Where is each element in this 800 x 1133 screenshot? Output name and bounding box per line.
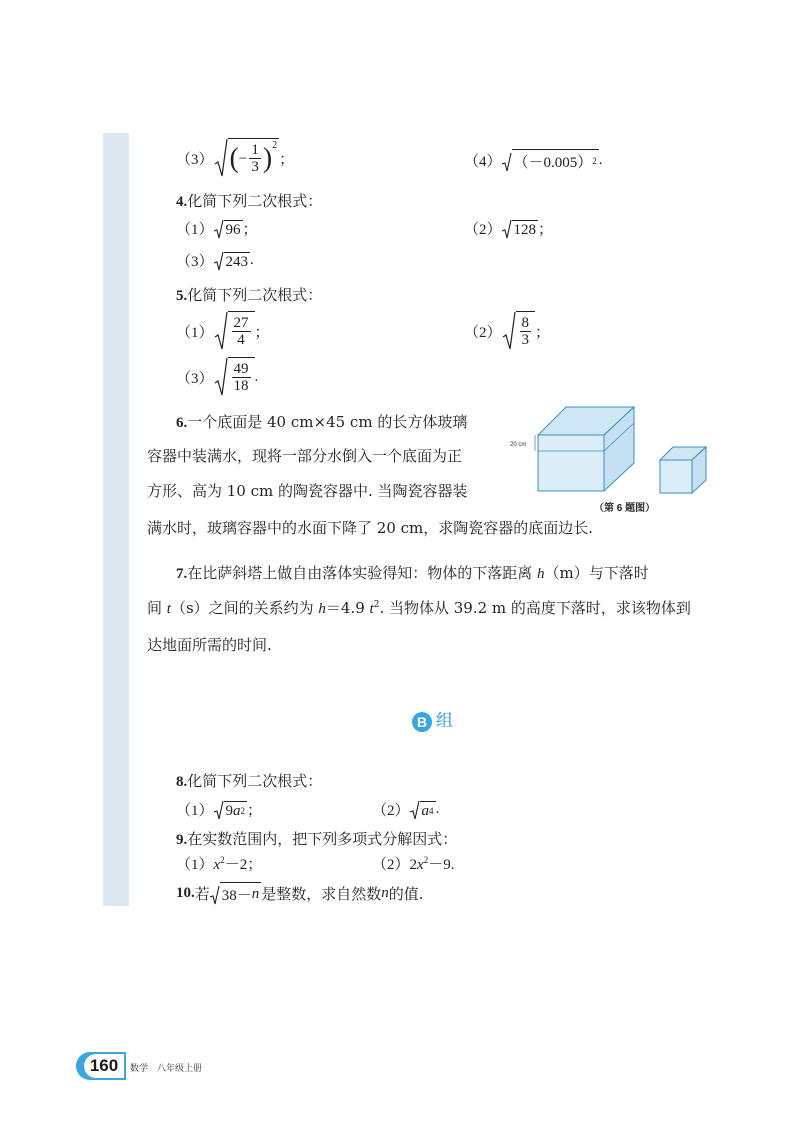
sqrt-symbol: （－0.005） 2 [502, 149, 599, 172]
sqrt-symbol: $\frac{8}{3}$ [502, 311, 536, 351]
q7-line3: 达地面所需的时间. [147, 636, 272, 654]
q8-part2: （2） a 4 . [372, 801, 440, 819]
q10: 10. 若 38－ n 是整数，求自然数 n 的值. [176, 882, 424, 905]
q6-figure [510, 405, 725, 515]
fraction: $\frac{1}{3}$ [251, 141, 259, 176]
q9-part1: $(1)x^2-2$； [176, 855, 263, 873]
q9-part2: $(2)2x^2-9$. [372, 855, 455, 873]
margin-color-bar [103, 133, 129, 906]
q4-part3: （3） 243 . [176, 252, 254, 270]
q3-part4: （4） （－0.005） 2 . [464, 148, 603, 172]
figure-caption: （第 6 题图） [594, 503, 656, 514]
sqrt-symbol: 128 [502, 219, 539, 239]
q5-part2: （2） $\frac{8}{3}$ ； [464, 310, 550, 352]
q6-line3: 方形、高为 10 cm 的陶瓷容器中. 当陶瓷容器装 [147, 482, 468, 500]
q8-part1: （1） 9 a 2 ； [176, 799, 262, 820]
sqrt-symbol: ( − $\frac{1}{3}$ ) $^2$ [214, 138, 280, 178]
sqrt-symbol: $\frac{27}{4}$ [214, 311, 255, 351]
q6-line2: 容器中装满水，现将一部分水倒入一个底面为正 [147, 447, 463, 465]
sqrt-symbol: 9 a 2 [214, 800, 248, 820]
q7-line2: 间 t（s）之间的关系约为 h＝4.9 $t^2$. 当物体从 39.2 m 的高度下落时，求该物体到 [147, 599, 691, 617]
sqrt-symbol: $\frac{49}{18}$ [214, 357, 255, 397]
page-number: 160 [84, 1054, 124, 1078]
sqrt-symbol: 38－ n [210, 882, 262, 905]
book-title: 数学 八年级上册 [130, 1063, 203, 1073]
q8-heading: 8.化简下列二次根式： [176, 772, 323, 790]
q5-heading: 5.化简下列二次根式： [176, 286, 323, 304]
q4-heading: 4.化简下列二次根式： [176, 192, 323, 210]
group-badge: B [412, 712, 432, 732]
group-b-heading: B 组 [412, 706, 453, 732]
q6-line4: 满水时，玻璃容器中的水面下降了 20 cm，求陶瓷容器的底面边长. [147, 519, 594, 537]
q5-part1: （1） $\frac{27}{4}$ ； [176, 310, 270, 352]
q4-part2: （2） 128 ； [464, 218, 553, 239]
q5-part3: （3） $\frac{49}{18}$ . [176, 356, 258, 398]
q7-line1: 7.在比萨斜塔上做自由落体实验得知：物体的下落距离 h（m）与下落时 [176, 564, 649, 582]
q6-line1: 6.一个底面是 40 cm×45 cm 的长方体玻璃 [176, 413, 468, 431]
dimension-label: 20 cm [510, 442, 527, 448]
q4-part1: （1） 96 ； [176, 218, 258, 239]
sqrt-symbol: a 4 [410, 800, 436, 820]
q9-heading: 9.在实数范围内，把下列多项式分解因式： [176, 830, 458, 848]
sqrt-symbol: 96 [214, 219, 243, 239]
q3-part3: （3） ( − $\frac{1}{3}$ ) $^2$ ； [176, 138, 294, 178]
sqrt-symbol: 243 [214, 251, 251, 271]
